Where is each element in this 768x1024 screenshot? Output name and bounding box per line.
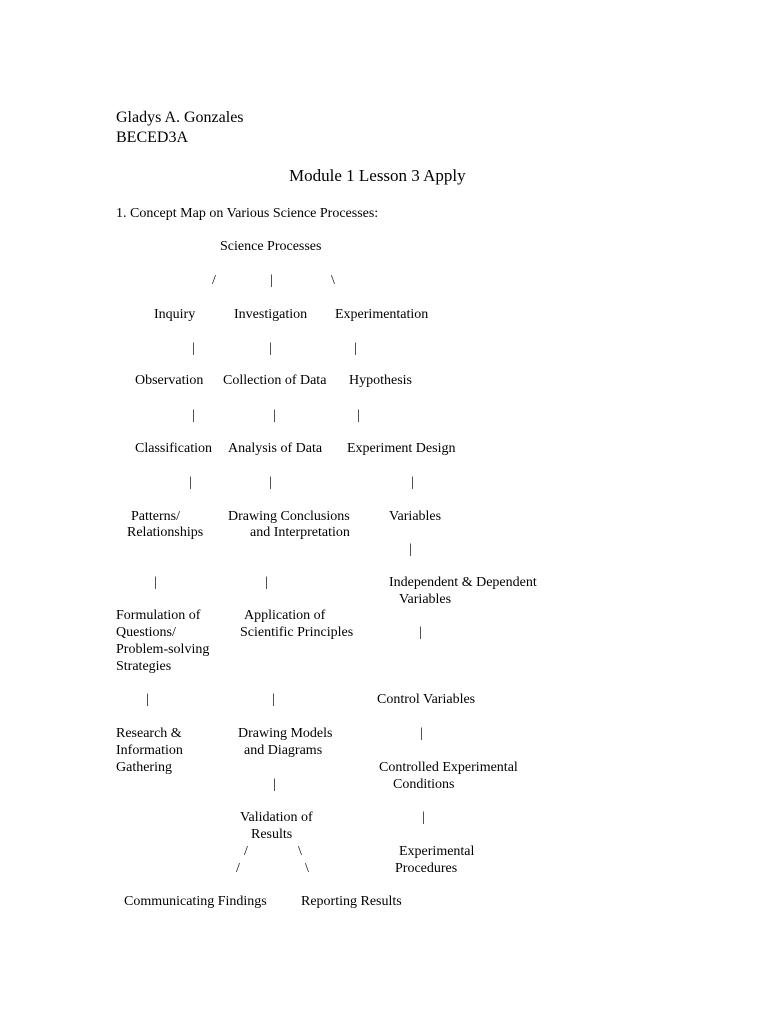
section-code: BECED3A — [116, 129, 188, 146]
author-name: Gladys A. Gonzales — [116, 109, 244, 126]
node-research: Research & — [116, 726, 182, 741]
connector-slash: / — [244, 844, 248, 859]
node-relationships: Relationships — [127, 525, 204, 540]
node-experimental: Experimental — [399, 844, 475, 859]
connector-pipe: | — [273, 777, 276, 792]
node-investigation: Investigation — [234, 307, 308, 322]
connector-slash: / — [236, 861, 240, 876]
connector-pipe: | — [420, 726, 423, 741]
node-strategies: Strategies — [116, 659, 172, 674]
connector-pipe: | — [272, 692, 275, 707]
connector-pipe: | — [146, 692, 149, 707]
page-title: Module 1 Lesson 3 Apply — [289, 166, 466, 185]
node-reporting-results: Reporting Results — [301, 894, 402, 909]
node-results: Results — [251, 827, 293, 842]
connector-pipe: | — [273, 408, 276, 423]
node-application-of: Application of — [244, 608, 326, 623]
node-communicating-findings: Communicating Findings — [124, 894, 267, 909]
connector-backslash: \ — [298, 844, 302, 859]
node-science-processes: Science Processes — [220, 239, 322, 254]
connector-pipe: | — [192, 408, 195, 423]
node-gathering: Gathering — [116, 760, 172, 775]
connector-pipe: | — [154, 575, 157, 590]
node-problem-solving: Problem-solving — [116, 642, 210, 657]
question-label: 1. Concept Map on Various Science Processes: — [116, 206, 379, 221]
connector-pipe: | — [189, 475, 192, 490]
node-procedures: Procedures — [395, 861, 458, 876]
node-classification: Classification — [135, 441, 212, 456]
node-hypothesis: Hypothesis — [349, 373, 412, 388]
connector-pipe: | — [411, 475, 414, 490]
connector-pipe: | — [357, 408, 360, 423]
node-control-variables: Control Variables — [377, 692, 476, 707]
node-formulation-of: Formulation of — [116, 608, 201, 623]
connector-pipe: | — [419, 625, 422, 640]
node-independent-dependent-variables: Variables — [399, 592, 452, 607]
node-patterns: Patterns/ — [131, 509, 180, 524]
connector-pipe: | — [192, 341, 195, 356]
connector-pipe: | — [265, 575, 268, 590]
node-experimentation: Experimentation — [335, 307, 429, 322]
node-variables: Variables — [389, 509, 442, 524]
node-analysis-of-data: Analysis of Data — [228, 441, 323, 456]
connector-pipe: | — [354, 341, 357, 356]
node-collection-of-data: Collection of Data — [223, 373, 327, 388]
connector-pipe: | — [269, 341, 272, 356]
node-controlled-experimental: Controlled Experimental — [379, 760, 518, 775]
connector-pipe: | — [422, 810, 425, 825]
connector-pipe: | — [269, 475, 272, 490]
connector-pipe: | — [409, 542, 412, 557]
connector-slash: / — [212, 273, 216, 288]
node-experiment-design: Experiment Design — [347, 441, 456, 456]
node-independent-dependent: Independent & Dependent — [389, 575, 537, 590]
node-scientific-principles: Scientific Principles — [240, 625, 354, 640]
node-validation-of: Validation of — [240, 810, 313, 825]
node-and-diagrams: and Diagrams — [244, 743, 323, 758]
node-questions: Questions/ — [116, 625, 176, 640]
node-inquiry: Inquiry — [154, 307, 196, 322]
node-drawing-models: Drawing Models — [238, 726, 333, 741]
connector-backslash: \ — [305, 861, 309, 876]
node-information: Information — [116, 743, 183, 758]
node-drawing-conclusions: Drawing Conclusions — [228, 509, 350, 524]
connector-backslash: \ — [331, 273, 335, 288]
node-and-interpretation: and Interpretation — [250, 525, 350, 540]
node-observation: Observation — [135, 373, 204, 388]
connector-pipe: | — [270, 273, 273, 288]
node-conditions: Conditions — [393, 777, 455, 792]
